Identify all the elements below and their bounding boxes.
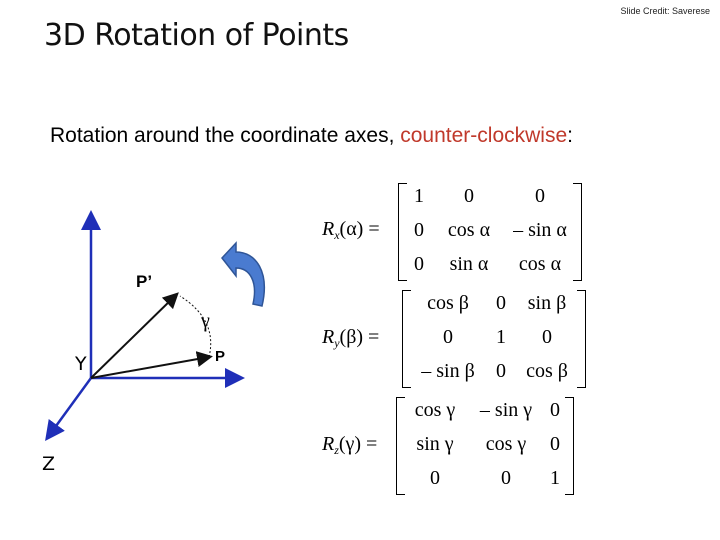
rz-r2-c0: 0 <box>430 467 440 489</box>
label-gamma: γ <box>201 310 210 332</box>
rz-r2-c1: 0 <box>501 467 511 489</box>
rx-r1-c1: cos α <box>447 219 491 241</box>
rz-bracket-right <box>565 397 574 495</box>
rx-r0-c1: 0 <box>464 185 474 207</box>
rx-r2-c0: 0 <box>414 253 424 275</box>
rx-r2-c1: sin α <box>449 253 489 275</box>
rz-r1-c1: cos γ <box>485 433 527 455</box>
ry-matrix <box>402 290 586 388</box>
label-y: Y <box>75 353 87 375</box>
ry-r2-c2: cos β <box>526 360 568 382</box>
rotation-diagram <box>0 0 330 540</box>
rx-label: $R_x(\alpha)$ = <box>322 218 380 242</box>
ry-r0-c2: sin β <box>527 292 567 314</box>
subtitle-accent: counter-clockwise <box>400 124 568 147</box>
ry-r1-c1: 1 <box>496 326 506 348</box>
slide-credit: Slide Credit: Saverese <box>620 6 710 16</box>
slide-title: 3D Rotation of Points <box>44 18 349 53</box>
rx-r2-c2: cos α <box>518 253 562 275</box>
rx-r1-c0: 0 <box>414 219 424 241</box>
rz-matrix <box>396 397 574 495</box>
rz-r1-c0: sin γ <box>416 433 454 455</box>
rx-matrix <box>398 183 582 281</box>
rz-r2-c2: 1 <box>550 467 560 489</box>
rz-r0-c1: – sin γ <box>479 399 533 421</box>
subtitle-text: Rotation around the coordinate axes, <box>50 124 401 147</box>
rx-r1-c2: – sin α <box>513 219 567 241</box>
label-z: Z <box>42 453 56 475</box>
label-p-prime: P’ <box>136 272 153 291</box>
ry-r1-c2: 0 <box>542 326 552 348</box>
ry-r0-c1: 0 <box>496 292 506 314</box>
rz-r1-c2: 0 <box>550 433 560 455</box>
ry-label: $R_y(\beta)$ = <box>322 326 380 350</box>
z-axis <box>48 378 91 437</box>
ry-r2-c0: – sin β <box>421 360 475 382</box>
ry-r1-c0: 0 <box>443 326 453 348</box>
rz-label: $R_z(\gamma)$ = <box>322 433 378 457</box>
rx-r0-c0: 1 <box>414 185 424 207</box>
curved-arrow-icon[interactable] <box>222 243 264 306</box>
ry-r2-c1: 0 <box>496 360 506 382</box>
ry-r0-c0: cos β <box>427 292 469 314</box>
subtitle-end: : <box>567 124 573 147</box>
rx-r0-c2: 0 <box>535 185 545 207</box>
rz-r0-c2: 0 <box>550 399 560 421</box>
label-p: P <box>215 348 226 365</box>
rz-r0-c0: cos γ <box>414 399 456 421</box>
rx-bracket-left <box>398 183 407 281</box>
